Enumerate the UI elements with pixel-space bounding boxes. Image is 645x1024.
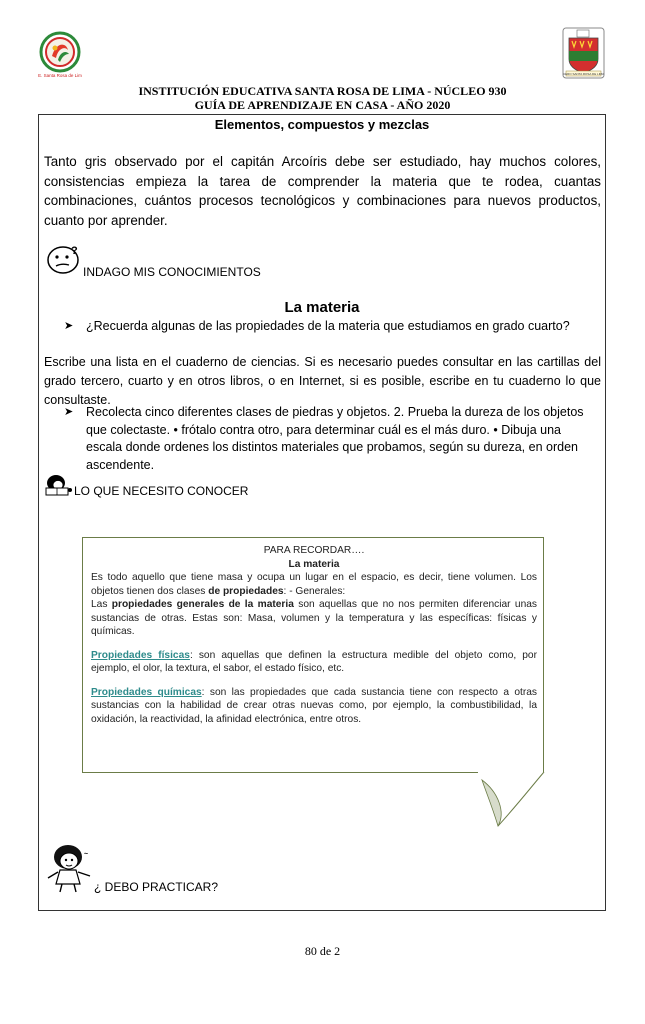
note-definition — [91, 571, 537, 598]
note-title: PARA RECORDAR…. — [263, 545, 365, 556]
note-text-bold: propiedades generales de la materia — [111, 599, 294, 610]
section-necesito: LO QUE NECESITO CONOCER — [74, 484, 249, 498]
arrow-bullet-icon: ➤ — [64, 320, 74, 332]
note-text: Es todo aquello que tiene masa y ocupa un lugar en el espacio, es decir, tiene volumen. Los objetos tienen dos clases — [91, 572, 537, 597]
note-text: : - Generales: — [283, 585, 346, 597]
materia-heading: La materia — [284, 299, 360, 316]
character-icon — [44, 842, 96, 894]
page-curl-icon — [478, 762, 548, 830]
instructions-paragraph: Escribe una lista en el cuaderno de ciencias. Si es necesario puedes consultar en las cartillas del grado tercero, cuarto y en otros libros, o en Internet, si es posible, escribe en tu cuaderno lo que consultaste. — [44, 355, 601, 407]
coat-of-arms-icon — [562, 27, 605, 79]
note-subtitle: La materia — [288, 558, 340, 570]
note-chemical-properties — [91, 686, 537, 727]
svg-text:~: ~ — [84, 851, 89, 858]
section-indago: INDAGO MIS CONOCIMIENTOS — [83, 265, 261, 279]
list-item — [64, 404, 594, 474]
note-text: : son aquellas que definen la estructura medible del objeto como, por ejemplo, el olor, la textura, el sabor, el estado físico, etc. — [91, 649, 537, 674]
page-number: 80 de 2 — [304, 944, 341, 958]
thinking-face-icon — [46, 244, 82, 276]
header-institution: INSTITUCIÓN EDUCATIVA SANTA ROSA DE LIMA - NÚCLEO 930 — [138, 84, 507, 98]
coat-of-arms — [562, 27, 605, 79]
note-physical-properties — [91, 649, 537, 676]
note-text-bold: de propiedades — [208, 585, 284, 597]
note-general-properties — [91, 598, 537, 639]
school-logo-icon — [38, 30, 82, 80]
school-logo — [38, 30, 82, 80]
reading-character-icon — [44, 474, 74, 498]
physical-properties-label: Propiedades físicas — [91, 649, 190, 661]
list-item — [64, 318, 594, 336]
intro-paragraph: Tanto gris observado por el capitán Arcoíris debe ser estudiado, hay muchos colores, consistencias empieza la tarea de comprender la materia que te rodea, cuantas combinaciones, cuántos procesos tecnológicos y combinaciones para nuevos productos, cuanto por aprender. — [44, 154, 601, 228]
svg-text:?: ? — [71, 245, 78, 257]
page-title: Elementos, compuestos y mezclas — [214, 117, 430, 132]
arrow-bullet-icon: ➤ — [64, 406, 74, 418]
bullet-text: Recolecta cinco diferentes clases de piedras y objetos. 2. Prueba la dureza de los objetos que colectaste. • frótalo contra otro, para determinar cuál es el más duro. • Dibuja una escala donde ordenes los distintos materiales que probamos, según su dureza, en orden ascendente. — [86, 405, 584, 472]
svg-text:I.E. Santa Rosa de Lima: I.E. Santa Rosa de Lima — [38, 73, 82, 78]
header-guide: GUÍA DE APRENDIZAJE EN CASA - AÑO 2020 — [194, 98, 451, 112]
reminder-note — [82, 537, 544, 773]
note-text: Las — [91, 599, 112, 610]
section-practicar: ¿ DEBO PRACTICAR? — [94, 880, 219, 894]
note-text: son aquellas que no nos permiten diferenciar unas sustancias de otras. Estas son: Masa, volumen y la temperatura y las específicas: físicas y químicas. — [91, 599, 537, 637]
svg-text:CERO SANTA ROSA DE LIMA: CERO SANTA ROSA DE LIMA — [562, 72, 605, 76]
note-text: : son las propiedades que cada sustancia tiene con respecto a otras sustancias con la habilidad de crear otras nuevas como, por ejemplo, la combustibilidad, la oxidación, la reactividad, la afinidad electrónica, entre otros. — [91, 686, 537, 725]
bullet-text: ¿Recuerda algunas de las propiedades de la materia que estudiamos en grado cuarto? — [86, 319, 570, 333]
chemical-properties-label: Propiedades químicas — [91, 686, 202, 698]
